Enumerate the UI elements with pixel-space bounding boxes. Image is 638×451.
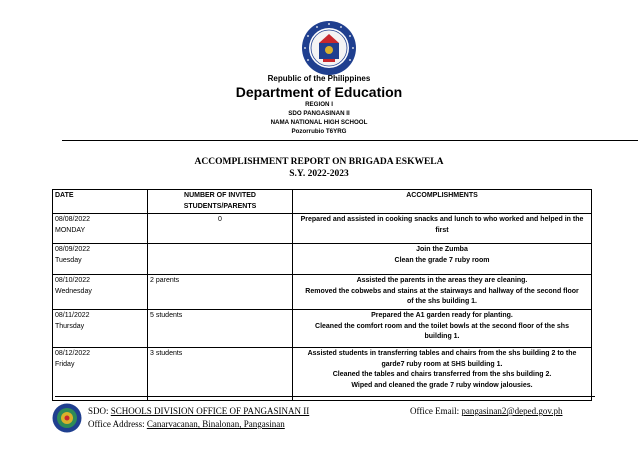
table-row [53, 214, 592, 244]
division-label: SDO PANGASINAN II [288, 110, 350, 117]
deped-seal [301, 20, 357, 76]
address-value: Canarvacanan, Binalonan, Pangasinan [146, 419, 285, 429]
department-title: Department of Education [235, 84, 403, 100]
table-row [53, 275, 592, 310]
republic-label: Republic of the Philippines [267, 74, 371, 83]
accomplishment-cell: Assisted students in transferring tables and chairs from the shs building 2 to the garde7 ruby room at SHS building 1. Cleaned the tables and chairs transferred from the shs building 2. Wiped and cleaned the grade 7 ruby window jalousies. [293, 348, 592, 401]
division-logo [52, 403, 82, 433]
footer-address: Office Address: Canarvacanan, Binalonan, Pangasinan [88, 419, 285, 429]
date-cell: 08/09/2022 Tuesday [53, 244, 148, 275]
table-row [53, 310, 592, 348]
header-invited: NUMBER OF INVITED STUDENTS/PARENTS [148, 190, 293, 214]
date-cell: 08/11/2022 Thursday [53, 310, 148, 348]
accomplishment-cell: Prepared the A1 garden ready for planting. Cleaned the comfort room and the toilet bowls at the second floor of the shs building 1. [293, 310, 592, 348]
table-header-row [53, 190, 592, 214]
date-cell: 08/12/2022 Friday [53, 348, 148, 401]
sdo-value: SCHOOLS DIVISION OFFICE OF PANGASINAN II [110, 406, 310, 416]
report-title: ACCOMPLISHMENT REPORT ON BRIGADA ESKWELA [194, 157, 444, 167]
date-cell: 08/10/2022 Wednesday [53, 275, 148, 310]
accomplishment-cell: Join the Zumba Clean the grade 7 ruby room [293, 244, 592, 275]
invited-cell: 3 students [148, 348, 293, 401]
footer-email: Office Email: pangasinan2@deped.gov.ph [410, 406, 563, 416]
invited-cell: 0 [148, 214, 293, 244]
accomplishment-cell: Assisted the parents in the areas they are cleaning. Removed the cobwebs and stains at the stairways and hallway of the second floor of the shs building 1. [293, 275, 592, 310]
school-year: S.Y. 2022-2023 [289, 169, 349, 179]
invited-cell: 2 parents [148, 275, 293, 310]
header-accomplishments: ACCOMPLISHMENTS [293, 190, 592, 214]
footer-divider [55, 396, 595, 397]
location-label: Pozorrubio T6YRG [291, 128, 347, 135]
school-label: NAMA NATIONAL HIGH SCHOOL [270, 119, 368, 126]
accomplishment-table [52, 189, 592, 401]
invited-cell [148, 244, 293, 275]
region-label: REGION I [305, 101, 333, 108]
table-row [53, 348, 592, 401]
email-link[interactable]: pangasinan2@deped.gov.ph [461, 406, 563, 416]
date-cell: 08/08/2022 MONDAY [53, 214, 148, 244]
header-date: DATE [53, 190, 148, 214]
footer-sdo: SDO: SCHOOLS DIVISION OFFICE OF PANGASINAN II [88, 406, 310, 416]
invited-cell: 5 students [148, 310, 293, 348]
accomplishment-cell: Prepared and assisted in cooking snacks and lunch to who worked and helped in the first [293, 214, 592, 244]
table-row [53, 244, 592, 275]
header-divider [62, 140, 638, 141]
